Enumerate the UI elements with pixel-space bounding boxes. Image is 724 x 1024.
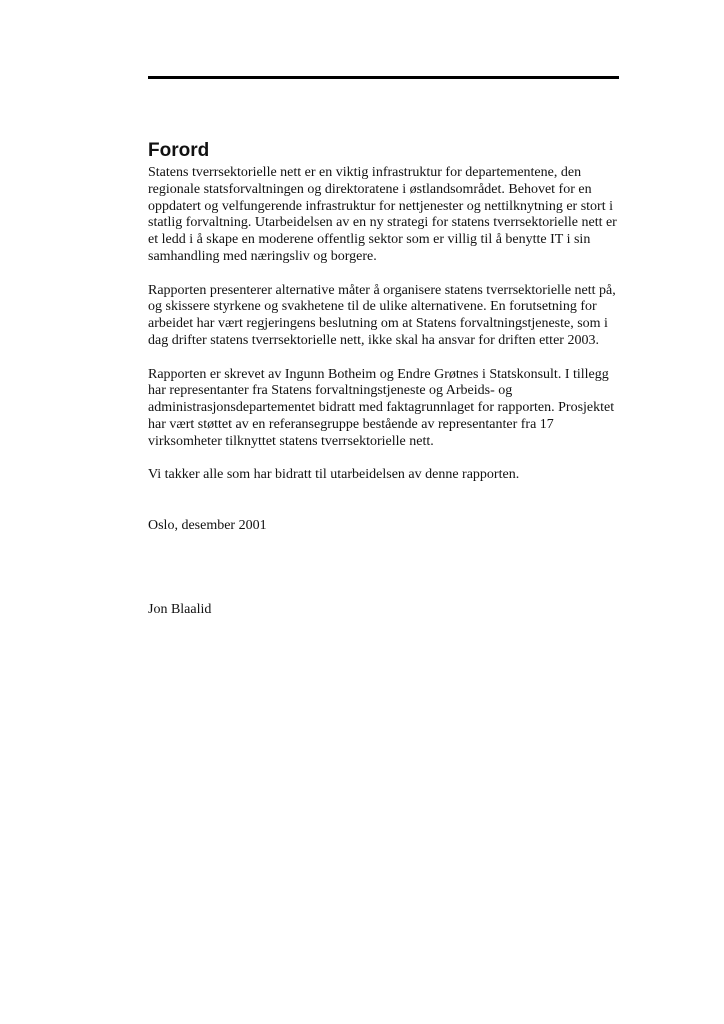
foreword-content — [148, 140, 620, 618]
top-rule — [148, 76, 619, 79]
paragraph-spacer — [148, 266, 620, 283]
place-date: Oslo, desember 2001 — [148, 517, 267, 533]
paragraph-spacer — [148, 451, 620, 468]
signature-spacer — [148, 535, 620, 602]
paragraph-4: Vi takker alle som har bidratt til utarbeidelsen av denne rapporten. — [148, 467, 520, 483]
signature-name: Jon Blaalid — [148, 601, 212, 617]
paragraph-3: Rapporten er skrevet av Ingunn Botheim og Endre Grøtnes i Statskonsult. I tillegg har representanter fra Statens forvaltningstjeneste og Arbeids- og administrasjonsdepartementet bidratt med faktagrunnlaget for rapporten. Prosjektet har vært støttet av en referansegruppe bestående av representanter fra 17 virksomheter tilknyttet statens tverrsektorielle nett. — [148, 366, 615, 449]
page-title: Forord — [148, 140, 210, 161]
paragraph-spacer — [148, 350, 620, 367]
paragraph-1: Statens tverrsektorielle nett er en viktig infrastruktur for departementene, den regionale statsforvaltningen og direktoratene i østlandsområdet. Behovet for en oppdatert og velfungerende infrastruktur for nettjenester og nettilknytning er stort i statlig forvaltning. Utarbeidelsen av en ny strategi for statens tverrsektorielle nett er et ledd i å skape en moderene offentlig sektor som er villig til å benytte IT i sin samhandling med næringsliv og borgere. — [148, 165, 617, 264]
closing-spacer — [148, 484, 620, 518]
paragraph-2: Rapporten presenterer alternative måter å organisere statens tverrsektorielle nett på, og skissere styrkene og svakhetene til de ulike alternativene. En forutsetning for arbeidet har vært regjeringens beslutning om at Statens forvaltningstjeneste, som i dag drifter statens tverrsektorielle nett, ikke skal ha ansvar for driften etter 2003. — [148, 282, 616, 348]
